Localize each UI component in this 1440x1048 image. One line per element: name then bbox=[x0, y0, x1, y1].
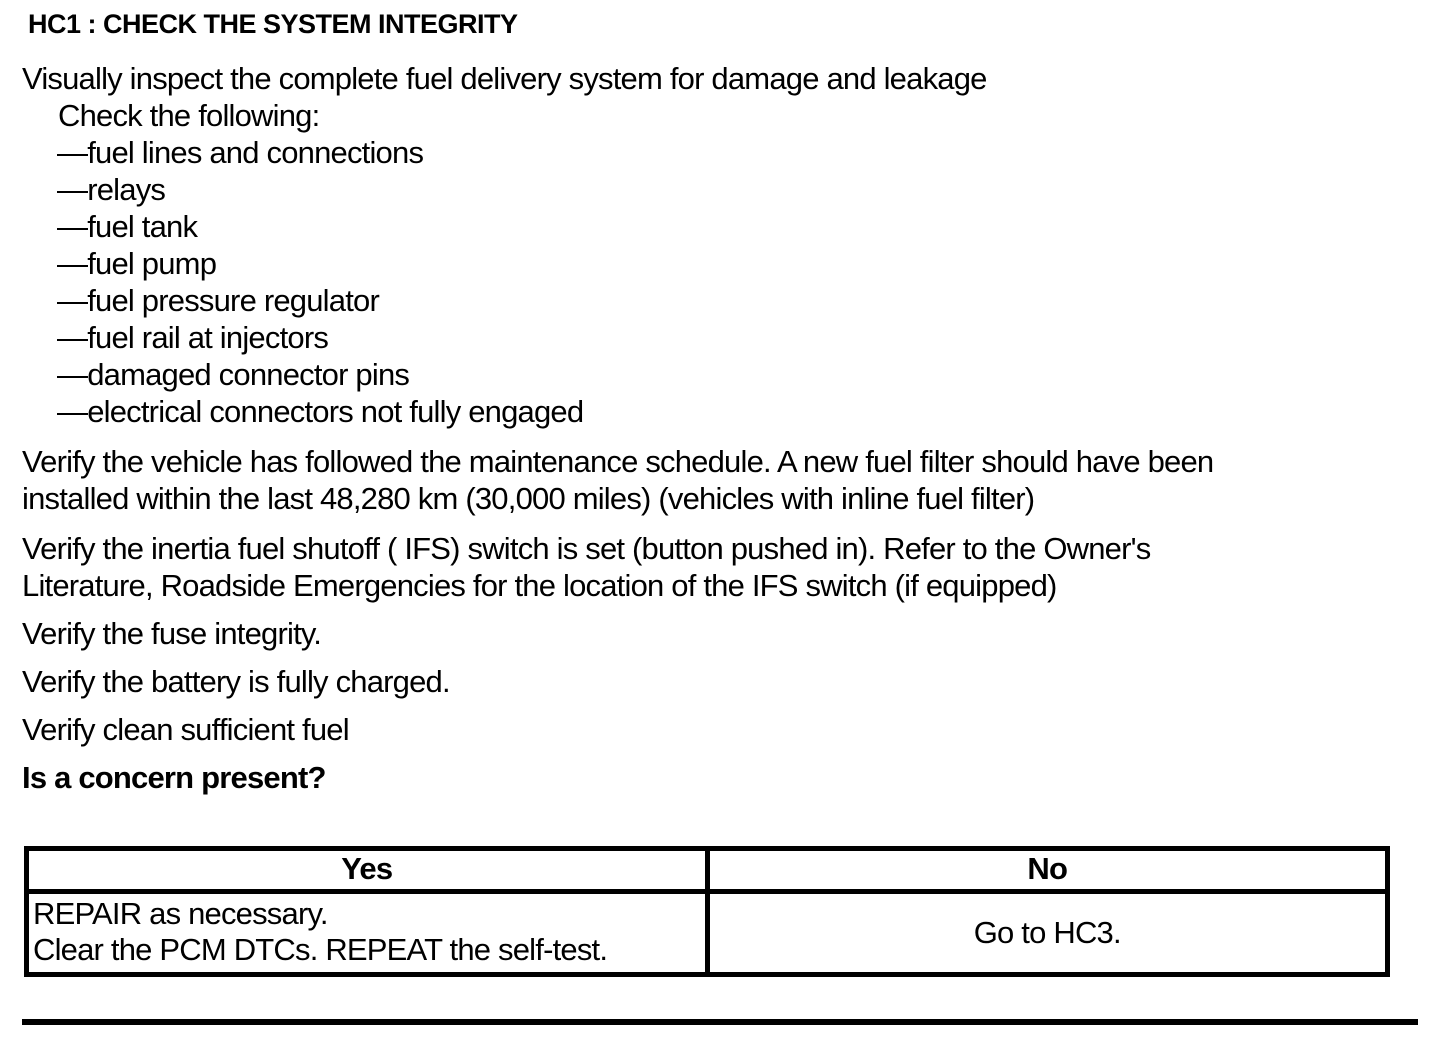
yes-action-line: Clear the PCM DTCs. REPEAT the self-test. bbox=[33, 932, 608, 967]
fuel-paragraph bbox=[22, 711, 1410, 748]
battery-paragraph bbox=[22, 663, 1410, 700]
paragraph-line: Verify the battery is fully charged. bbox=[22, 664, 450, 699]
list-item: —damaged connector pins bbox=[57, 357, 410, 392]
intro-line: Visually inspect the complete fuel delivery system for damage and leakage bbox=[22, 61, 987, 96]
list-item: —fuel tank bbox=[57, 209, 198, 244]
list-item: —fuel rail at injectors bbox=[57, 320, 329, 355]
paragraph-line: Verify the vehicle has followed the maintenance schedule. A new fuel filter should have been bbox=[22, 444, 1214, 479]
list-item: —relays bbox=[57, 172, 166, 207]
ifs-switch-paragraph bbox=[22, 530, 1410, 604]
decision-table-body bbox=[27, 892, 1388, 975]
list-item: —fuel pressure regulator bbox=[57, 283, 379, 318]
no-action-cell bbox=[707, 892, 1388, 975]
decision-table-header bbox=[27, 849, 1388, 892]
page-bottom-rule bbox=[22, 1019, 1418, 1025]
paragraph-line: installed within the last 48,280 km (30,000 miles) (vehicles with inline fuel filter) bbox=[22, 481, 1035, 516]
no-action-text: Go to HC3. bbox=[973, 915, 1121, 950]
paragraph-line: Verify the fuse integrity. bbox=[22, 616, 322, 651]
paragraph-line: Verify clean sufficient fuel bbox=[22, 712, 349, 747]
decision-table bbox=[24, 846, 1390, 977]
yes-action-line: REPAIR as necessary. bbox=[33, 896, 328, 931]
list-item: —fuel pump bbox=[57, 246, 217, 281]
fuse-paragraph bbox=[22, 615, 1410, 652]
inspection-checklist bbox=[22, 134, 1410, 430]
paragraph-line: Verify the inertia fuel shutoff ( IFS) switch is set (button pushed in). Refer to the Owner's bbox=[22, 531, 1151, 566]
list-item: —electrical connectors not fully engaged bbox=[57, 394, 584, 429]
paragraph-line: Literature, Roadside Emergencies for the location of the IFS switch (if equipped) bbox=[22, 568, 1057, 603]
table-row bbox=[27, 892, 1388, 975]
yes-column-header: Yes bbox=[27, 849, 708, 892]
maintenance-paragraph bbox=[22, 443, 1410, 517]
pinpoint-test-title: HC1 : CHECK THE SYSTEM INTEGRITY bbox=[28, 9, 518, 39]
yes-action-cell bbox=[27, 892, 708, 975]
inspection-instructions bbox=[22, 60, 1410, 430]
no-column-header: No bbox=[707, 849, 1388, 892]
list-item: —fuel lines and connections bbox=[57, 135, 424, 170]
table-header-row bbox=[27, 849, 1388, 892]
concern-question: Is a concern present? bbox=[22, 760, 326, 795]
check-following-heading: Check the following: bbox=[58, 98, 320, 133]
